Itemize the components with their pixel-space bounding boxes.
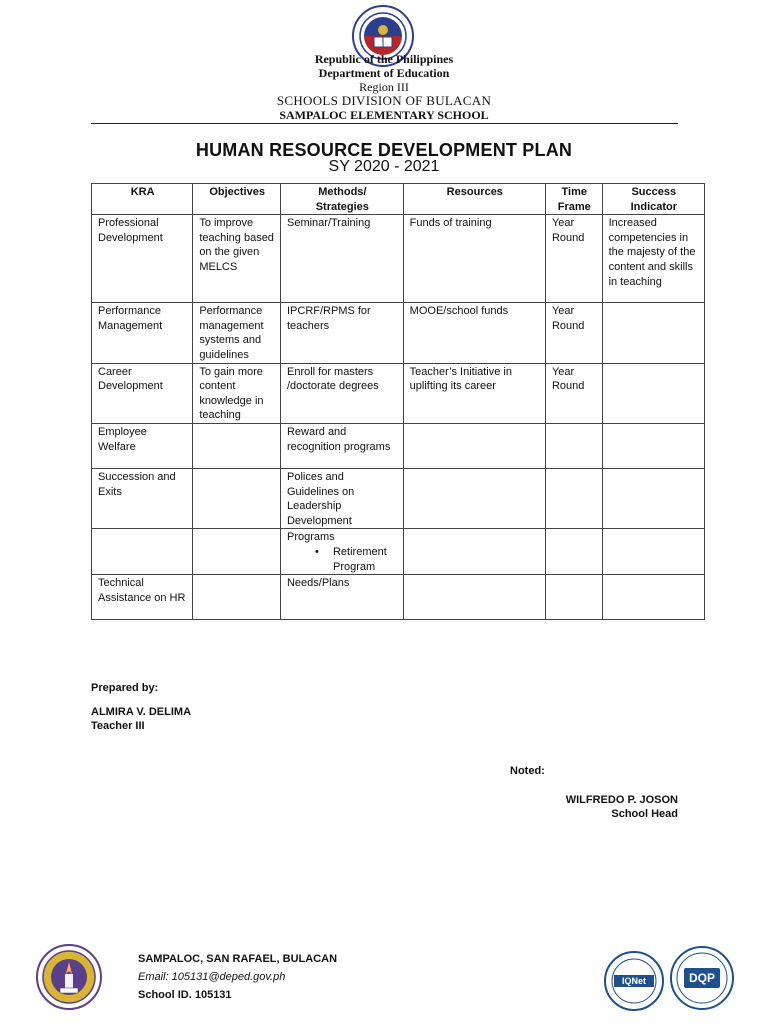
cell-methods: Polices and Guidelines on Leadership Development (280, 468, 403, 528)
cell-success-indicator (602, 363, 704, 423)
noted-label: Noted: (510, 765, 545, 777)
prepared-by-position: Teacher III (91, 720, 145, 732)
hr-plan-table (91, 183, 705, 620)
cell-kra: Career Development (92, 363, 193, 423)
cell-methods: Seminar/Training (280, 215, 403, 303)
table-row (92, 468, 705, 528)
footer-email: Email: 105131@deped.gov.ph (138, 971, 286, 983)
col-header-time-frame: Time Frame (545, 184, 602, 215)
table-row (92, 215, 705, 303)
iqnet-logo-text: IQNet (621, 976, 646, 986)
school-seal-icon (36, 944, 102, 1010)
iqnet-certified-logo-icon (604, 951, 664, 1011)
header-divider (91, 123, 678, 124)
cell-objectives (193, 423, 281, 468)
footer-school-id: School ID. 105131 (138, 989, 232, 1001)
region-line: Region III (359, 80, 409, 94)
cell-methods: IPCRF/RPMS for teachers (280, 303, 403, 363)
cell-kra: Professional Development (92, 215, 193, 303)
cell-success-indicator (602, 468, 704, 528)
prepared-by-label: Prepared by: (91, 682, 159, 694)
table-header-row (92, 184, 705, 215)
cell-objectives (193, 468, 281, 528)
bullet-text: Retirement Program (332, 545, 387, 573)
cell-time-frame: Year Round (545, 363, 602, 423)
cell-resources (403, 529, 545, 575)
col-header-success-indicator: Success Indicator (602, 184, 704, 215)
cell-objectives: To improve teaching based on the given MELCS (193, 215, 281, 303)
col-header-objectives: Objectives (193, 184, 281, 215)
document-subtitle: SY 2020 - 2021 (328, 158, 440, 175)
cell-methods: Needs/Plans (280, 575, 403, 620)
cell-methods: Reward and recognition programs (280, 423, 403, 468)
noted-by-position: School Head (611, 808, 678, 820)
cell-kra (92, 529, 193, 575)
republic-line: Republic of the Philippines (314, 52, 454, 66)
cell-success-indicator (602, 303, 704, 363)
col-header-methods: Methods/ Strategies (280, 184, 403, 215)
department-line: Department of Education (318, 66, 450, 80)
col-header-kra: KRA (92, 184, 193, 215)
cell-time-frame: Year Round (545, 303, 602, 363)
bullet-list-item (287, 545, 398, 574)
document-title: HUMAN RESOURCE DEVELOPMENT PLAN (195, 140, 573, 160)
cell-objectives: To gain more content knowledge in teaching (193, 363, 281, 423)
cell-objectives (193, 575, 281, 620)
table-row (92, 303, 705, 363)
cell-resources (403, 423, 545, 468)
cell-success-indicator: Increased competencies in the majesty of the content and skills in teaching (602, 215, 704, 303)
table-row (92, 575, 705, 620)
table-row (92, 363, 705, 423)
cell-kra: Technical Assistance on HR (92, 575, 193, 620)
cell-kra: Succession and Exits (92, 468, 193, 528)
cell-resources (403, 468, 545, 528)
school-name: SAMPALOC ELEMENTARY SCHOOL (279, 108, 489, 122)
methods-label: Programs (286, 531, 335, 544)
cell-time-frame (545, 468, 602, 528)
cell-resources: Funds of training (403, 215, 545, 303)
division-line: SCHOOLS DIVISION OF BULACAN (276, 93, 492, 108)
cell-success-indicator (602, 423, 704, 468)
cell-time-frame (545, 575, 602, 620)
bullet-icon: • (314, 545, 319, 558)
cell-kra: Performance Management (92, 303, 193, 363)
cell-objectives: Performance management systems and guidelines (193, 303, 281, 363)
table-row (92, 423, 705, 468)
cell-time-frame (545, 529, 602, 575)
cell-success-indicator (602, 529, 704, 575)
cell-resources: Teacher’s Initiative in uplifting its career (403, 363, 545, 423)
cell-methods: Enroll for masters /doctorate degrees (280, 363, 403, 423)
cell-time-frame (545, 423, 602, 468)
cell-methods (280, 529, 403, 575)
noted-by-name: WILFREDO P. JOSON (565, 794, 678, 806)
col-header-resources: Resources (403, 184, 545, 215)
cell-resources (403, 575, 545, 620)
prepared-by-name: ALMIRA V. DELIMA (91, 706, 192, 718)
cell-resources: MOOE/school funds (403, 303, 545, 363)
footer-address: SAMPALOC, SAN RAFAEL, BULACAN (138, 953, 338, 965)
cell-kra: Employee Welfare (92, 423, 193, 468)
dqp-logo-text: DQP (688, 971, 715, 985)
dqp-certification-logo-icon (670, 946, 734, 1010)
cell-objectives (193, 529, 281, 575)
cell-success-indicator (602, 575, 704, 620)
cell-time-frame: Year Round (545, 215, 602, 303)
table-row (92, 529, 705, 575)
